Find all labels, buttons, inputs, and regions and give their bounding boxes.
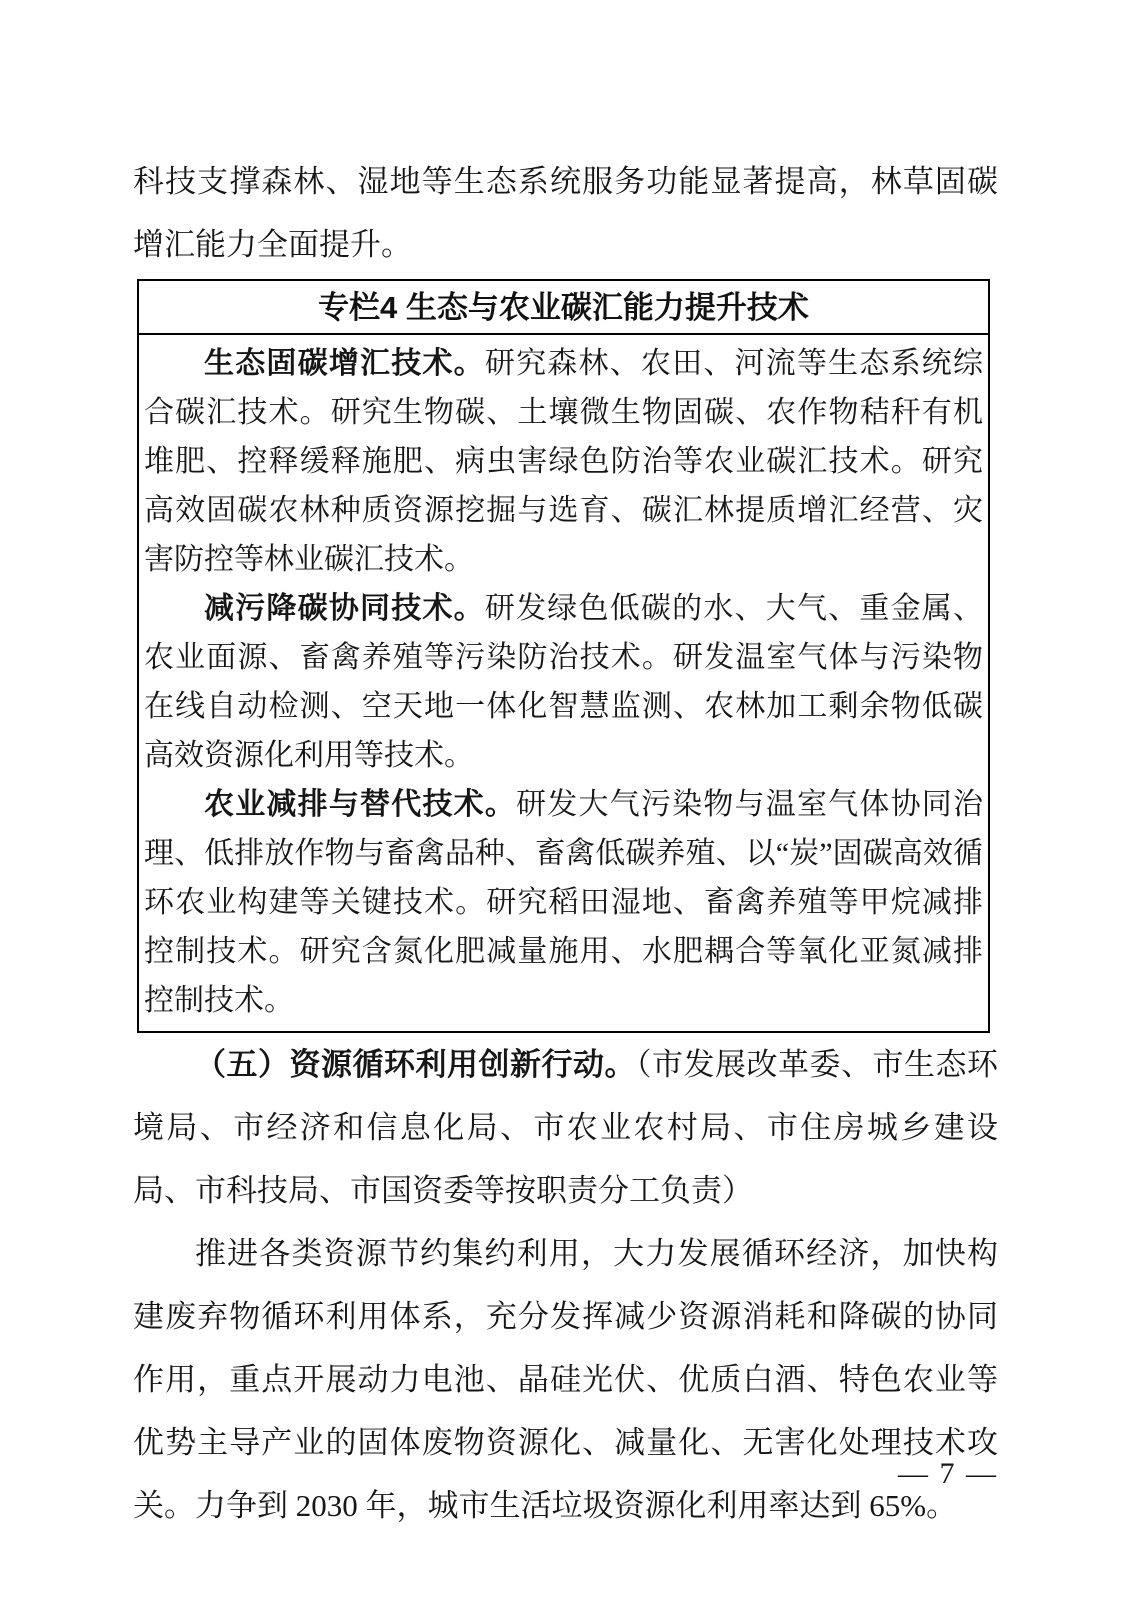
tech-category-label: 生态固碳增汇技术。: [204, 347, 485, 380]
spotlight-box-body: [139, 335, 988, 1031]
section-heading: [133, 1033, 998, 1222]
tech-category-text: 研究森林、农田、河流等生态系统综合碳汇技术。研究生物碳、土壤微生物固碳、农作物秸秆有机堆肥、控释缓释施肥、病虫害绿色防治等农业碳汇技术。研究高效固碳农林种质资源挖掘与选育、碳汇林提质增汇经营、灾害防控等林业碳汇技术。: [144, 347, 983, 576]
tech-category-label: 农业减排与替代技术。: [204, 788, 517, 821]
page-content: [133, 150, 998, 1537]
intro-paragraph: 科技支撑森林、湿地等生态系统服务功能显著提高，林草固碳增汇能力全面提升。: [133, 164, 998, 262]
page-number: — 7 —: [898, 1457, 998, 1490]
section-responsibility-annotation: （市发展改革委、市生态环境局、市经济和信息化局、市农业农村局、市住房城乡建设局、市科技局、市国资委等按职责分工负责）: [133, 1047, 998, 1208]
tech-category-text: 研发绿色低碳的水、大气、重金属、农业面源、畜禽养殖等污染防治技术。研发温室气体与污染物在线自动检测、空天地一体化智慧监测、农林加工剩余物低碳高效资源化利用等技术。: [144, 592, 983, 772]
tech-category-label: 减污降碳协同技术。: [204, 592, 485, 625]
body-paragraph: 推进各类资源节约集约利用，大力发展循环经济，加快构建废弃物循环利用体系，充分发挥减少资源消耗和降碳的协同作用，重点开展动力电池、晶硅光伏、优质白酒、特色农业等优势主导产业的固体废物资源化、减量化、无害化处理技术攻关。力争到 2030 年，城市生活垃圾资源化利用率达到 65%。: [133, 1236, 998, 1523]
page-footer: [898, 1456, 998, 1492]
box-paragraph-pollution-carbon: [144, 584, 983, 780]
box-paragraph-eco-sequestration: [144, 339, 983, 584]
box-paragraph-agriculture-reduction: [144, 780, 983, 1025]
tech-category-text: 研发大气污染物与温室气体协同治理、低排放作物与畜禽品种、畜禽低碳养殖、以“炭”固碳高效循环农业构建等关键技术。研究稻田湿地、畜禽养殖等甲烷减排控制技术。研究含氮化肥减量施用、水肥耦合等氧化亚氮减排控制技术。: [144, 788, 984, 1017]
section-heading-label: （五）资源循环利用创新行动。: [195, 1047, 636, 1082]
spotlight-box-title: 专栏4 生态与农业碳汇能力提升技术: [139, 281, 988, 335]
spotlight-box: [137, 279, 990, 1033]
